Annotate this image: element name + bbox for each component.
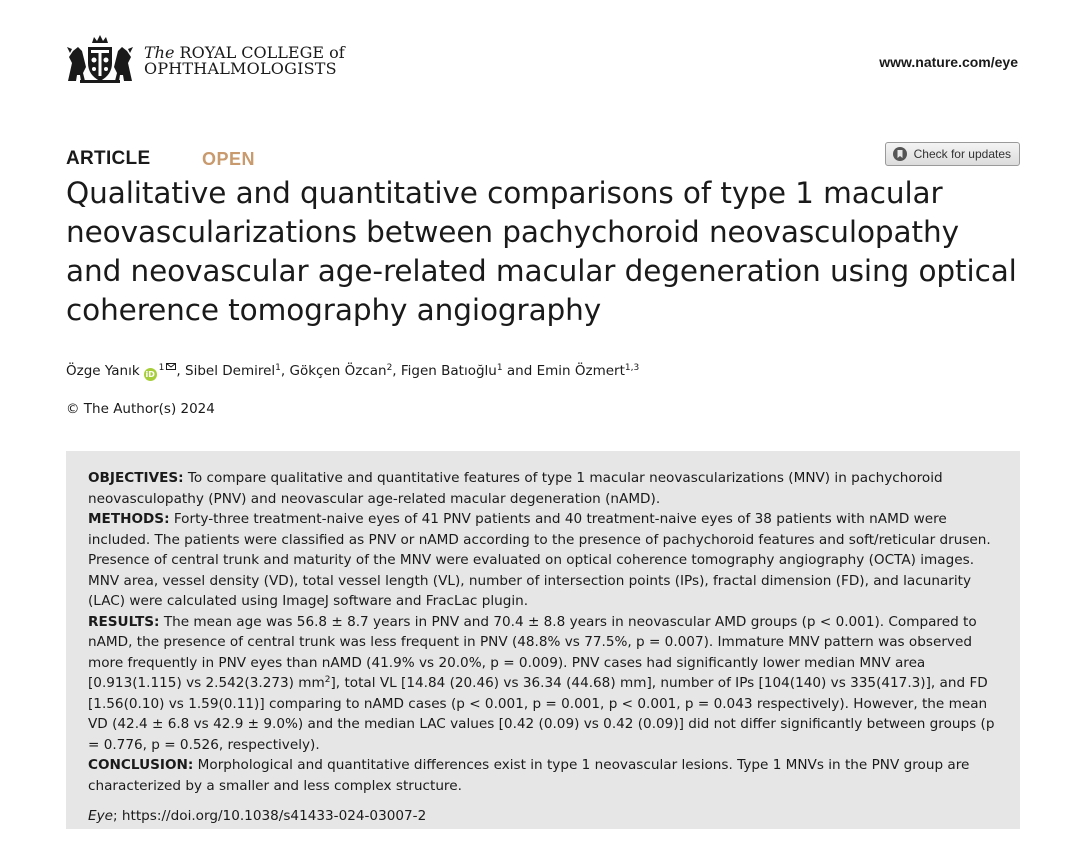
author-separator: , — [176, 363, 185, 379]
results-text-part2: ], total VL [14.84 (20.46) vs 36.34 (44.68) mm], number of IPs [104(140) vs 335(417.3)], and FD [1.56(0.10) vs 1.59(0.11)] comparing to nAMD cases (p < 0.001, p = 0.001, p < 0.001, p = 0.043 respectively). However, the mean VD (42.4 ± 6.8 vs 42.9 ± 9.0%) and the median LAC values [0.42 (0.09) vs 0.42 (0.09)] did not differ significantly between groups (p = 0.776, p = 0.526, respectively). — [88, 675, 995, 753]
methods-label: METHODS: — [88, 511, 170, 527]
abstract-conclusion — [88, 755, 998, 796]
article-title: Qualitative and quantitative comparisons of type 1 macular neovascularizations between pachychoroid neovasculopathy and neovascular age-related macular degeneration using optical coherence tomography angiography — [66, 176, 1017, 327]
results-label: RESULTS: — [88, 613, 160, 630]
author-and: and — [502, 363, 537, 379]
article-type-label: ARTICLE — [66, 148, 151, 169]
objectives-label: OBJECTIVES: — [88, 470, 184, 486]
results-superscript: 2 — [324, 675, 331, 685]
college-name-line2: OPHTHALMOLOGISTS — [144, 59, 337, 78]
conclusion-label: CONCLUSION: — [88, 757, 194, 773]
author-affiliation: 1 — [158, 363, 165, 373]
author-affiliation: 1 — [275, 363, 281, 373]
author-name[interactable]: Özge Yanık — [66, 363, 140, 379]
author-name[interactable]: Sibel Demirel — [185, 363, 276, 379]
citation-doi-link[interactable]: ; https://doi.org/10.1038/s41433-024-03007-2 — [113, 808, 427, 824]
college-name — [144, 41, 345, 77]
journal-site-link[interactable]: www.nature.com/eye — [879, 54, 1018, 70]
author-affiliation: 2 — [386, 363, 393, 373]
abstract-results — [88, 612, 998, 756]
conclusion-text: Morphological and quantitative differences exist in type 1 neovascular lesions. Type 1 MNVs in the PNV group are characterized by a smaller and less complex structure. — [88, 757, 970, 794]
objectives-text: To compare qualitative and quantitative features of type 1 macular neovascularizations (MNV) in pachychoroid neovasculopathy (PNV) and neovascular age-related macular degeneration (nAMD). — [88, 470, 943, 507]
abstract-box — [66, 451, 1020, 829]
bookmark-refresh-icon — [892, 146, 908, 162]
check-for-updates-button[interactable] — [885, 142, 1020, 166]
author-name[interactable]: Gökçen Özcan — [289, 363, 387, 379]
mail-icon[interactable] — [166, 363, 176, 370]
copyright-notice: © The Author(s) 2024 — [66, 401, 215, 417]
citation-journal: Eye — [88, 808, 113, 824]
author-affiliation: 1,3 — [624, 363, 640, 373]
open-access-label: OPEN — [202, 149, 256, 169]
author-name[interactable]: Emin Özmert — [536, 363, 625, 379]
crest-icon — [66, 33, 134, 85]
college-logo[interactable] — [66, 33, 345, 85]
article-meta-row — [66, 146, 1020, 172]
results-text-part1: The mean age was 56.8 ± 8.7 years in PNV and 70.4 ± 8.8 years in neovascular AMD groups (p < 0.001). Compared to nAMD, the presence of central trunk was less frequent in PNV (48.8% vs 77.5%, p = 0.007). Immature MNV pattern was observed more frequently in PNV eyes than nAMD (41.9% vs 20.0%, p = 0.009). PNV cases had significantly lower median MNV area [0.913(1.115) vs 2.542(3.273) mm — [88, 613, 977, 691]
page-header — [0, 0, 1080, 110]
check-for-updates-label: Check for updates — [913, 147, 1011, 161]
abstract-objectives — [88, 468, 998, 509]
author-name[interactable]: Figen Batıoğlu — [400, 363, 497, 379]
author-list — [66, 363, 1020, 381]
author-separator: , — [280, 363, 290, 379]
author-affiliation: 1 — [496, 363, 503, 373]
college-name-suffix: ROYAL COLLEGE of — [179, 43, 345, 62]
citation-line — [88, 806, 998, 827]
college-name-prefix: The — [144, 43, 175, 62]
methods-text: Forty-three treatment-naive eyes of 41 PNV patients and 40 treatment-naive eyes of 38 patients with nAMD were included. The patients were classified as PNV or nAMD according to the presence of pachychoroid features and soft/reticular drusen. Presence of central trunk and maturity of the MNV were evaluated on optical coherence tomography angiography (OCTA) images. MNV area, vessel density (VD), total vessel length (VL), number of intersection points (IPs), fractal dimension (FD), and lacunarity (LAC) were calculated using ImageJ software and FracLac plugin. — [88, 511, 991, 609]
author-separator: , — [392, 363, 401, 379]
orcid-icon[interactable]: iD — [145, 370, 155, 379]
abstract-methods — [88, 509, 998, 612]
